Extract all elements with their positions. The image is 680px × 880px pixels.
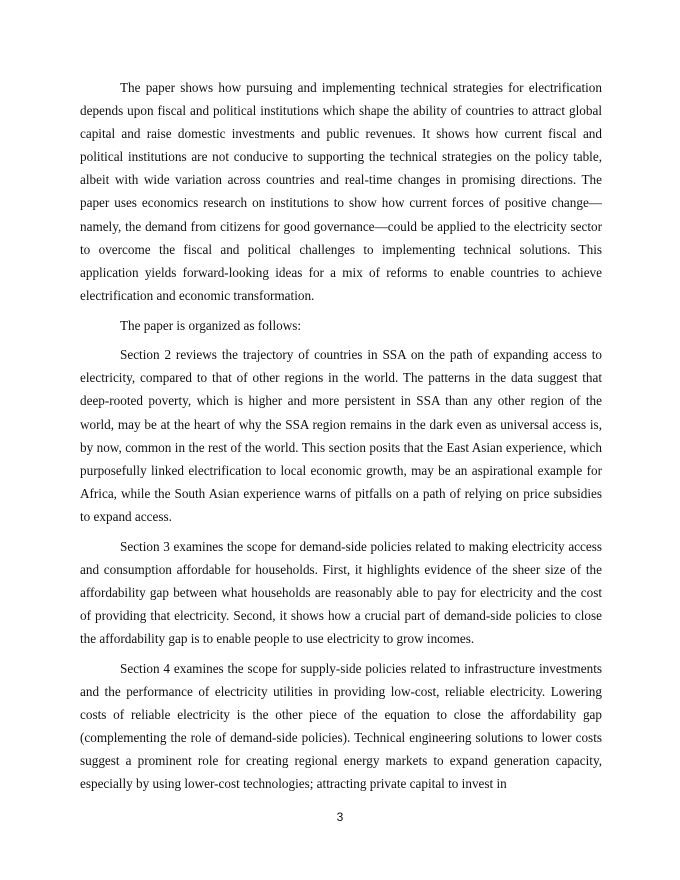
paragraph-section-3: Section 3 examines the scope for demand-side policies related to making electricity access and consumption affordable for households. First, it highlights evidence of the sheer size of the affordability gap between what households are reasonably able to pay for electricity and the cost of providing that electricity. Second, it shows how a crucial part of demand-side policies to close the affordability gap is to enable people to use electricity to grow incomes. [80, 538, 602, 646]
paragraph-organization: The paper is organized as follows: [120, 317, 302, 333]
page-number: 3 [336, 810, 344, 824]
paragraph-section-2: Section 2 reviews the trajectory of countries in SSA on the path of expanding access to electricity, compared to that of other regions in the world. The patterns in the data suggest that deep-rooted poverty, which is higher and more persistent in SSA than any other region of the world, may be at the heart of why the SSA region remains in the dark even as universal access is, by now, common in the rest of the world. This section posits that the East Asian experience, which purposefully linked electrification to local economic growth, may be an aspirational example for Africa, while the South Asian experience warns of pitfalls on a path of relying on price subsidies to expand access. [80, 347, 602, 524]
paragraph-section-4: Section 4 examines the scope for supply-side policies related to infrastructure investments and the performance of electricity utilities in providing low-cost, reliable electricity. Lowering costs of reliable electricity is the other piece of the equation to close the affordability gap (complementing the role of demand-side policies). Technical engineering solutions to lower costs suggest a prominent role for creating regional energy markets to expand generation capacity, especially by using lower-cost technologies; attracting private capital to invest in [80, 660, 602, 792]
body-text [80, 76, 602, 802]
paragraph-intro: The paper shows how pursuing and implementing technical strategies for electrification depends upon fiscal and political institutions which shape the ability of countries to attract global capital and raise domestic investments and public revenues. It shows how current fiscal and political institutions are not conducive to supporting the technical strategies on the policy table, albeit with wide variation across countries and real-time changes in promising directions. The paper uses economics research on institutions to show how current forces of positive change—namely, the demand from citizens for good governance—could be applied to the electricity sector to overcome the fiscal and political challenges to implementing technical solutions. This application yields forward-looking ideas for a mix of reforms to enable countries to achieve electrification and economic transformation. [80, 80, 602, 303]
